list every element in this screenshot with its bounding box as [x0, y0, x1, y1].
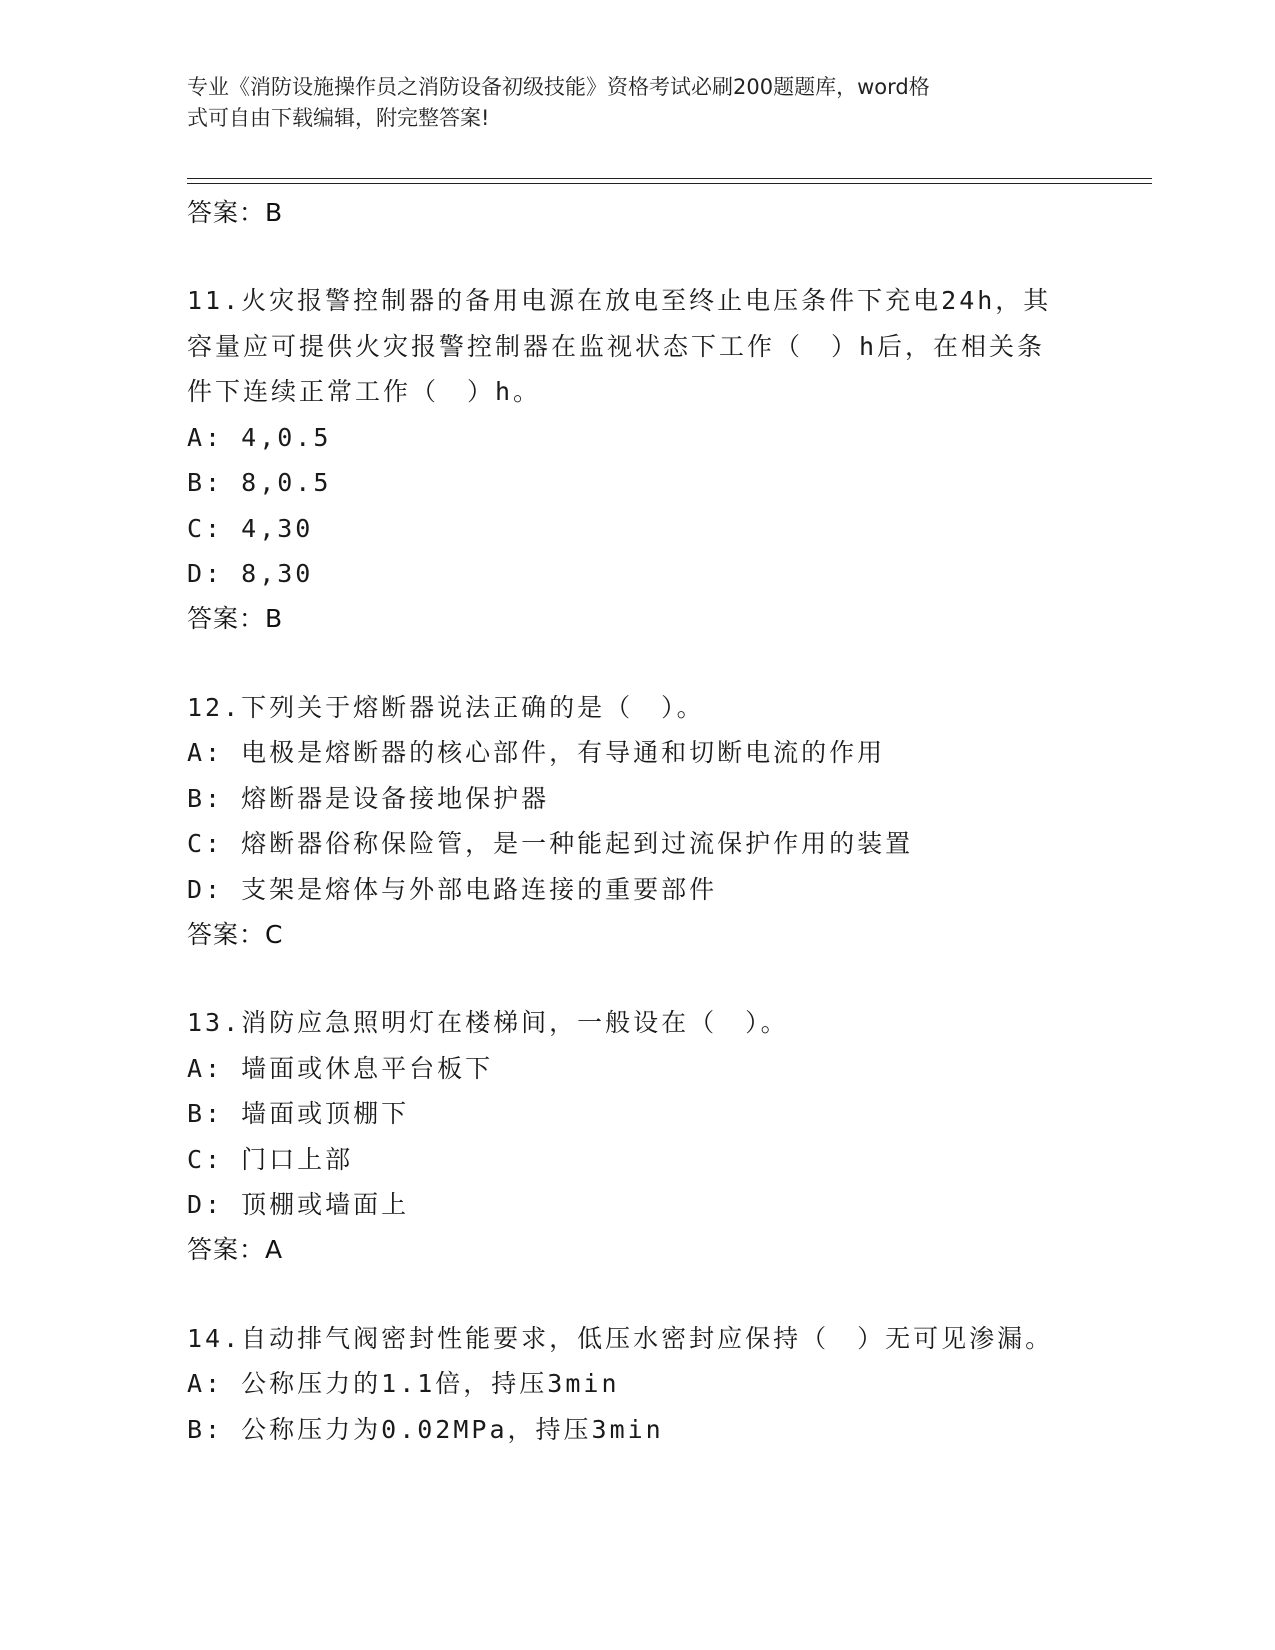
option-a: A: 公称压力的1.1倍，持压3min [187, 1369, 620, 1398]
header-line-2: 式可自由下载编辑，附完整答案! [187, 106, 490, 130]
question-stem-line: 件下连续正常工作（ ）h。 [187, 377, 542, 406]
question-stem-line: 11.火灾报警控制器的备用电源在放电至终止电压条件下充电24h，其 [187, 286, 1052, 315]
question-stem-line: 14.自动排气阀密封性能要求，低压水密封应保持（ ）无可见渗漏。 [187, 1323, 1054, 1353]
question-11 [187, 278, 1087, 642]
option-c: C: 4,30 [187, 513, 314, 543]
option-b: B: 熔断器是设备接地保护器 [187, 783, 550, 813]
option-a: A: 墙面或休息平台板下 [187, 1053, 494, 1083]
question-stem-line: 12.下列关于熔断器说法正确的是（ ）。 [187, 692, 705, 722]
question-13 [187, 1000, 1087, 1273]
question-stem [187, 1316, 1087, 1362]
option-d: D: 支架是熔体与外部电路连接的重要部件 [187, 874, 718, 904]
document-header [187, 72, 1067, 134]
answer-line: 答案：C [187, 919, 284, 949]
question-stem [187, 1000, 1087, 1046]
question-12 [187, 685, 1087, 958]
option-c: C: 熔断器俗称保险管，是一种能起到过流保护作用的装置 [187, 829, 914, 858]
option-b: B: 公称压力为0.02MPa，持压3min [187, 1414, 664, 1444]
answer-line: 答案：B [187, 604, 284, 633]
header-rule-bottom [187, 183, 1152, 184]
option-d: D: 8,30 [187, 559, 314, 588]
option-a: A: 4,0.5 [187, 422, 332, 452]
document-body [187, 190, 1087, 1452]
question-stem-line: 13.消防应急照明灯在楼梯间，一般设在（ ）。 [187, 1008, 789, 1037]
option-b: B: 8,0.5 [187, 468, 332, 497]
question-stem [187, 685, 1087, 731]
option-c: C: 门口上部 [187, 1144, 354, 1174]
question-stem-line: 容量应可提供火灾报警控制器在监视状态下工作（ ）h后，在相关条 [187, 331, 1046, 361]
question-stem [187, 278, 1087, 415]
header-rule-top [187, 178, 1152, 179]
option-b: B: 墙面或顶棚下 [187, 1099, 410, 1128]
option-a: A: 电极是熔断器的核心部件，有导通和切断电流的作用 [187, 738, 886, 767]
answer-line: 答案：B [187, 197, 284, 227]
question-14 [187, 1316, 1087, 1453]
option-d: D: 顶棚或墙面上 [187, 1190, 410, 1219]
answer-line: 答案：A [187, 1235, 284, 1264]
header-line-1: 专业《消防设施操作员之消防设备初级技能》资格考试必刷200题题库，word格 [187, 75, 930, 99]
